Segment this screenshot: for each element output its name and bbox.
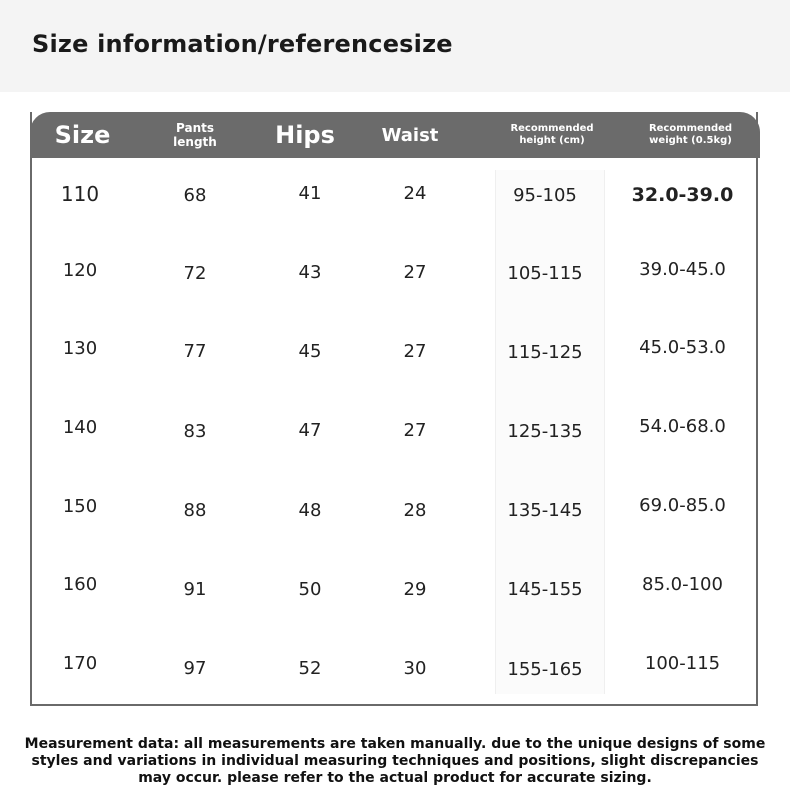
- header-weight-line1: Recommended: [648, 123, 733, 134]
- cell-height: 145-155: [507, 579, 583, 600]
- cell-hips: 45: [298, 341, 322, 362]
- cell-weight: 100-115: [644, 653, 721, 674]
- cell-hips: 41: [298, 183, 322, 204]
- cell-size: 130: [62, 338, 98, 359]
- cell-height: 95-105: [513, 185, 577, 206]
- cell-pants-length: 68: [183, 185, 207, 206]
- cell-size: 110: [60, 182, 100, 206]
- table-row: [30, 395, 760, 474]
- cell-height: 155-165: [507, 659, 583, 680]
- cell-pants-length: 91: [183, 579, 207, 600]
- table-row: [30, 158, 760, 237]
- cell-waist: 29: [403, 579, 427, 600]
- table-row: [30, 237, 760, 316]
- title-band: [0, 0, 790, 92]
- cell-weight: 32.0-39.0: [631, 184, 734, 206]
- cell-weight: 45.0-53.0: [639, 337, 726, 358]
- table-row: [30, 474, 760, 553]
- cell-weight: 54.0-68.0: [639, 416, 726, 437]
- cell-size: 150: [62, 496, 98, 517]
- cell-weight: 69.0-85.0: [639, 495, 726, 516]
- cell-waist: 27: [403, 420, 427, 441]
- header-pants-line2: length: [173, 135, 217, 149]
- cell-size: 140: [62, 417, 98, 438]
- table-row: [30, 316, 760, 395]
- cell-hips: 48: [298, 500, 322, 521]
- cell-waist: 27: [403, 341, 427, 362]
- header-pants-length: [145, 112, 245, 158]
- cell-hips: 52: [298, 658, 322, 679]
- cell-pants-length: 97: [183, 658, 207, 679]
- cell-pants-length: 77: [183, 341, 207, 362]
- header-recommended-weight: [628, 112, 753, 158]
- cell-pants-length: 83: [183, 421, 207, 442]
- table-row: [30, 632, 760, 711]
- header-hips: Hips: [275, 121, 335, 149]
- header-pants-line1: Pants: [176, 121, 214, 135]
- header-weight-line2: weight (0.5kg): [649, 135, 732, 146]
- cell-hips: 43: [298, 262, 322, 283]
- cell-height: 125-135: [507, 421, 583, 442]
- cell-pants-length: 88: [183, 500, 207, 521]
- header-size: Size: [54, 121, 111, 149]
- cell-size: 170: [62, 653, 98, 674]
- cell-size: 120: [62, 260, 98, 281]
- cell-waist: 24: [403, 183, 427, 204]
- table-row: [30, 553, 760, 632]
- cell-size: 160: [62, 574, 98, 595]
- cell-waist: 30: [403, 658, 427, 679]
- measurement-footnote: Measurement data: all measurements are taken manually. due to the unique designs of some styles and variations in individual measuring techniques and positions, slight discrepancies may occur. please refer to the actual product for accurate sizing.: [24, 736, 766, 786]
- header-waist: Waist: [381, 124, 439, 146]
- cell-hips: 50: [298, 579, 322, 600]
- cell-hips: 47: [298, 420, 322, 441]
- page-title: Size information/referencesize: [32, 30, 453, 58]
- cell-height: 135-145: [507, 500, 583, 521]
- header-height-line2: height (cm): [519, 135, 585, 146]
- cell-weight: 85.0-100: [642, 574, 723, 595]
- table-header: [30, 112, 760, 158]
- header-recommended-height: [492, 112, 612, 158]
- cell-height: 105-115: [507, 263, 583, 284]
- cell-height: 115-125: [507, 342, 583, 363]
- cell-waist: 28: [403, 500, 427, 521]
- cell-waist: 27: [403, 262, 427, 283]
- cell-pants-length: 72: [183, 263, 207, 284]
- header-height-line1: Recommended: [510, 123, 594, 134]
- cell-weight: 39.0-45.0: [639, 259, 726, 280]
